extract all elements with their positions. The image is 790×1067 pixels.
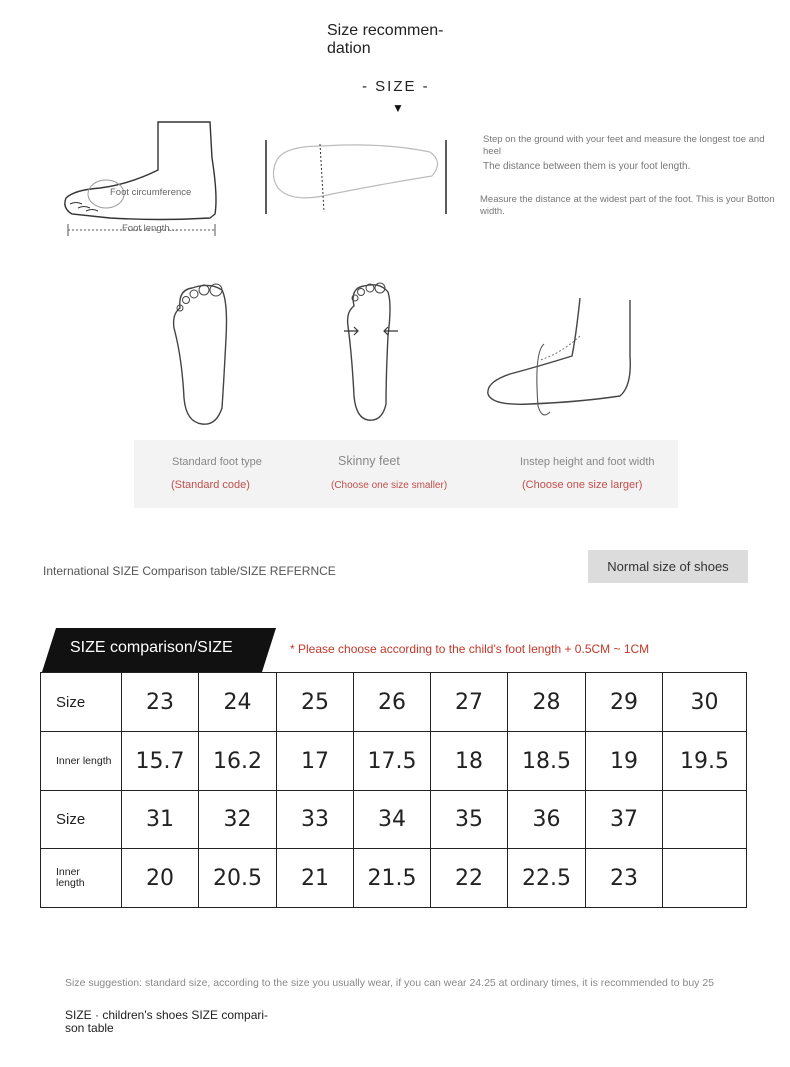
table-cell: 21 xyxy=(277,849,354,908)
table-row xyxy=(41,849,747,908)
foot-circumference-label: Foot circumference xyxy=(110,187,192,198)
table-cell: 34 xyxy=(354,791,431,849)
foot-side-measure-figure xyxy=(60,118,225,240)
table-cell: 17 xyxy=(277,732,354,791)
skinny-foot-icon xyxy=(340,276,400,426)
table-cell: 20 xyxy=(122,849,199,908)
size-marker: - SIZE - xyxy=(362,78,430,95)
row-label: Inner length xyxy=(41,732,122,791)
table-cell: 28 xyxy=(508,673,586,732)
foot-type-instep-name: Instep height and foot width xyxy=(520,456,655,468)
foot-type-skinny-name: Skinny feet xyxy=(338,454,400,468)
table-row xyxy=(41,791,747,849)
table-cell: 25 xyxy=(277,673,354,732)
table-cell: 30 xyxy=(663,673,747,732)
table-cell xyxy=(663,791,747,849)
international-size-label: International SIZE Comparison table/SIZE REFERNCE xyxy=(43,564,336,578)
banner-title: SIZE comparison/SIZE xyxy=(70,639,233,656)
normal-size-badge: Normal size of shoes xyxy=(588,550,748,583)
note-foot-length: The distance between them is your foot length. xyxy=(483,161,691,172)
table-cell: 27 xyxy=(431,673,508,732)
table-cell: 19.5 xyxy=(663,732,747,791)
instep-foot-icon xyxy=(480,296,640,426)
foot-type-standard-name: Standard foot type xyxy=(172,456,262,468)
table-cell: 35 xyxy=(431,791,508,849)
table-cell: 33 xyxy=(277,791,354,849)
down-arrow-icon: ▼ xyxy=(392,101,404,115)
note-length-instruction: Step on the ground with your feet and measure the longest toe and heel xyxy=(483,134,765,157)
table-row xyxy=(41,732,747,791)
row-label: Inner length xyxy=(41,849,122,908)
table-cell: 16.2 xyxy=(199,732,277,791)
table-row xyxy=(41,673,747,732)
table-cell: 23 xyxy=(122,673,199,732)
table-cell: 20.5 xyxy=(199,849,277,908)
page-title: Size recommen- dation xyxy=(327,22,444,57)
foot-type-instep-code: (Choose one size larger) xyxy=(522,479,643,491)
table-cell: 19 xyxy=(586,732,663,791)
standard-foot-icon xyxy=(170,278,236,428)
table-cell: 21.5 xyxy=(354,849,431,908)
size-suggestion: Size suggestion: standard size, according to the size you usually wear, if you can wear 24.25 at ordinary times, it is recommended to buy 25 xyxy=(65,977,715,989)
table-cell: 36 xyxy=(508,791,586,849)
size-comparison-table xyxy=(40,672,747,908)
table-cell: 29 xyxy=(586,673,663,732)
table-cell: 18 xyxy=(431,732,508,791)
table-cell: 37 xyxy=(586,791,663,849)
table-cell: 31 xyxy=(122,791,199,849)
foot-type-panel xyxy=(134,440,678,508)
table-cell: 23 xyxy=(586,849,663,908)
foot-type-skinny-code: (Choose one size smaller) xyxy=(331,480,448,491)
footer-caption: SIZE · children's shoes SIZE compari- son table xyxy=(65,1008,269,1035)
row-label: Size xyxy=(41,791,122,849)
table-cell: 32 xyxy=(199,791,277,849)
foot-length-label: Foot length... xyxy=(122,223,178,234)
table-cell xyxy=(663,849,747,908)
table-cell: 22.5 xyxy=(508,849,586,908)
row-label: Size xyxy=(41,673,122,732)
foot-type-standard-code: (Standard code) xyxy=(171,479,250,491)
banner-warning: * Please choose according to the child's foot length + 0.5CM ~ 1CM xyxy=(290,642,650,656)
foot-top-measure-figure xyxy=(262,132,452,218)
table-cell: 18.5 xyxy=(508,732,586,791)
table-cell: 26 xyxy=(354,673,431,732)
table-cell: 22 xyxy=(431,849,508,908)
table-cell: 24 xyxy=(199,673,277,732)
note-width-instruction: Measure the distance at the widest part of the foot. This is your Botton width. xyxy=(480,194,775,217)
table-cell: 17.5 xyxy=(354,732,431,791)
table-cell: 15.7 xyxy=(122,732,199,791)
